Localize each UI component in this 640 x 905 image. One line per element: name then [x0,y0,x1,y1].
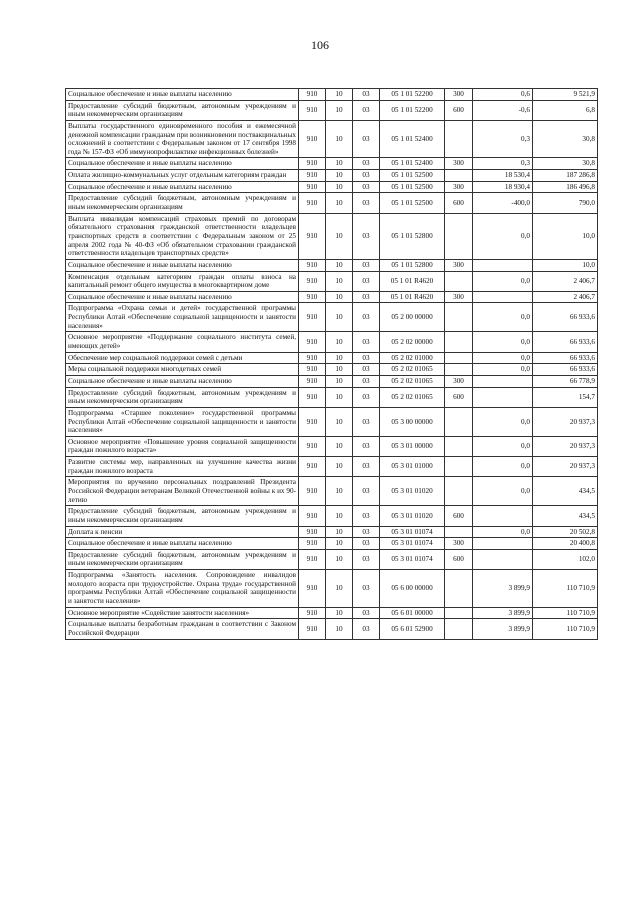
row-section: 10 [326,407,353,436]
row-change-amount: -0,6 [473,100,533,120]
row-subsection: 03 [353,549,380,569]
row-section: 10 [326,193,353,213]
row-expense-type [445,332,473,352]
table-row [66,619,598,639]
row-name: Социальное обеспечение и иные выплаты населению [66,538,299,550]
row-total-amount: 110 710,9 [533,607,598,619]
row-admin-code: 910 [299,538,326,550]
table-row [66,436,598,456]
row-section: 10 [326,549,353,569]
table-row [66,549,598,569]
row-change-amount: 0,0 [473,213,533,259]
table-row [66,120,598,158]
row-name: Предоставление субсидий бюджетным, автономным учреждениям и иным некоммерческим организациям [66,549,299,569]
row-total-amount: 154,7 [533,387,598,407]
row-subsection: 03 [353,364,380,376]
row-subsection: 03 [353,259,380,271]
row-admin-code: 910 [299,259,326,271]
table-row [66,213,598,259]
row-admin-code: 910 [299,213,326,259]
table-row [66,364,598,376]
row-subsection: 03 [353,271,380,291]
row-change-amount [473,375,533,387]
row-total-amount: 66 933,6 [533,364,598,376]
row-change-amount: 0,0 [473,352,533,364]
row-name: Выплата инвалидам компенсаций страховых премий по договорам обязательного страхования гражданской ответственности владельцев транспортных средств в соответствии с Федеральным законом от 25 апреля 2002 года № 40-ФЗ «Об обязательном страховании гражданской ответственности владельцев транспортных средств» [66,213,299,259]
row-expense-type: 300 [445,375,473,387]
row-admin-code: 910 [299,170,326,182]
row-section: 10 [326,506,353,526]
table-row [66,89,598,101]
row-admin-code: 910 [299,506,326,526]
row-expense-type: 300 [445,158,473,170]
row-name: Компенсация отдельным категориям граждан оплаты взноса на капитальный ремонт общего имущества в многоквартирном доме [66,271,299,291]
row-expense-type [445,364,473,376]
row-name: Основное мероприятие «Содействие занятости населения» [66,607,299,619]
row-name: Социальное обеспечение и иные выплаты населению [66,181,299,193]
row-change-amount: 3 899,9 [473,570,533,608]
table-row [66,607,598,619]
row-name: Социальное обеспечение и иные выплаты населению [66,291,299,303]
row-target-article: 05 3 01 01074 [380,538,445,550]
row-total-amount: 66 933,6 [533,352,598,364]
row-admin-code: 910 [299,607,326,619]
row-expense-type [445,457,473,477]
row-change-amount [473,291,533,303]
row-target-article: 05 2 02 01065 [380,375,445,387]
row-name: Доплата к пенсии [66,526,299,538]
row-admin-code: 910 [299,570,326,608]
row-section: 10 [326,364,353,376]
row-admin-code: 910 [299,181,326,193]
row-section: 10 [326,170,353,182]
row-name: Предоставление субсидий бюджетным, автономным учреждениям и иным некоммерческим организациям [66,193,299,213]
row-section: 10 [326,619,353,639]
row-expense-type: 600 [445,506,473,526]
row-target-article: 05 6 00 00000 [380,570,445,608]
row-name: Основное мероприятие «Поддержание социального института семей, имеющих детей» [66,332,299,352]
row-expense-type: 300 [445,291,473,303]
row-name: Подпрограмма «Старшее поколение» государственной программы Республики Алтай «Обеспечение социальной защищенности и занятости населения» [66,407,299,436]
row-target-article: 05 3 01 01074 [380,549,445,569]
row-name: Подпрограмма «Занятость населения. Сопровождение инвалидов молодого возраста при трудоустройстве. Охрана труда» государственной программы Республики Алтай «Обеспечение социальной защищенности и занятости населения» [66,570,299,608]
row-subsection: 03 [353,158,380,170]
row-change-amount [473,506,533,526]
row-change-amount: 18 530,4 [473,170,533,182]
row-change-amount: 0,0 [473,526,533,538]
row-section: 10 [326,477,353,506]
row-subsection: 03 [353,193,380,213]
row-subsection: 03 [353,332,380,352]
row-change-amount [473,538,533,550]
row-expense-type [445,407,473,436]
row-target-article: 05 1 01 R4620 [380,291,445,303]
row-admin-code: 910 [299,193,326,213]
row-target-article: 05 1 01 52200 [380,89,445,101]
row-target-article: 05 2 02 00000 [380,332,445,352]
row-total-amount: 20 937,3 [533,436,598,456]
row-change-amount: 0,0 [473,364,533,376]
row-expense-type [445,570,473,608]
row-target-article: 05 3 01 01074 [380,526,445,538]
row-change-amount: 0,0 [473,303,533,332]
table-row [66,538,598,550]
table-row [66,259,598,271]
row-subsection: 03 [353,526,380,538]
row-change-amount: -400,0 [473,193,533,213]
row-total-amount: 434,5 [533,477,598,506]
table-row [66,303,598,332]
row-subsection: 03 [353,570,380,608]
table-row [66,407,598,436]
row-target-article: 05 3 01 01020 [380,477,445,506]
page-number: 106 [311,38,329,52]
row-expense-type [445,526,473,538]
table-row [66,193,598,213]
row-name: Предоставление субсидий бюджетным, автономным учреждениям и иным некоммерческим организациям [66,387,299,407]
row-change-amount: 0,0 [473,477,533,506]
row-admin-code: 910 [299,120,326,158]
row-total-amount: 102,0 [533,549,598,569]
row-name: Основное мероприятие «Повышение уровня социальной защищенности граждан пожилого возраста» [66,436,299,456]
row-admin-code: 910 [299,89,326,101]
row-admin-code: 910 [299,375,326,387]
table-row [66,477,598,506]
row-total-amount: 187 286,8 [533,170,598,182]
row-subsection: 03 [353,436,380,456]
row-name: Предоставление субсидий бюджетным, автономным учреждениям и иным некоммерческим организациям [66,100,299,120]
row-subsection: 03 [353,387,380,407]
row-expense-type [445,607,473,619]
row-total-amount: 10,0 [533,213,598,259]
row-admin-code: 910 [299,271,326,291]
row-total-amount: 20 937,3 [533,457,598,477]
row-section: 10 [326,213,353,259]
row-expense-type: 300 [445,259,473,271]
row-name: Оплата жилищно-коммунальных услуг отдельным категориям граждан [66,170,299,182]
row-total-amount: 2 406,7 [533,291,598,303]
row-name: Предоставление субсидий бюджетным, автономным учреждениям и иным некоммерческим организациям [66,506,299,526]
row-total-amount: 434,5 [533,506,598,526]
row-section: 10 [326,607,353,619]
row-section: 10 [326,570,353,608]
row-total-amount: 20 502,8 [533,526,598,538]
row-name: Подпрограмма «Охрана семьи и детей» государственной программы Республики Алтай «Обеспечение социальной защищенности и занятости населения» [66,303,299,332]
row-target-article: 05 6 01 00000 [380,607,445,619]
row-section: 10 [326,387,353,407]
table-row [66,100,598,120]
row-target-article: 05 1 01 52800 [380,259,445,271]
row-change-amount: 0,0 [473,436,533,456]
row-subsection: 03 [353,407,380,436]
row-change-amount: 0,0 [473,332,533,352]
row-admin-code: 910 [299,158,326,170]
table-row [66,570,598,608]
row-subsection: 03 [353,120,380,158]
row-admin-code: 910 [299,332,326,352]
row-expense-type [445,619,473,639]
row-section: 10 [326,100,353,120]
row-admin-code: 910 [299,407,326,436]
row-name: Мероприятия по вручению персональных поздравлений Президента Российской Федерации ветеранам Великой Отечественной войны к их 90-летию [66,477,299,506]
row-target-article: 05 2 02 01000 [380,352,445,364]
row-admin-code: 910 [299,291,326,303]
row-change-amount: 0,3 [473,120,533,158]
row-section: 10 [326,526,353,538]
row-expense-type [445,477,473,506]
row-subsection: 03 [353,291,380,303]
row-change-amount: 0,3 [473,158,533,170]
row-target-article: 05 1 01 R4620 [380,271,445,291]
table-row [66,526,598,538]
row-admin-code: 910 [299,436,326,456]
row-expense-type: 300 [445,89,473,101]
row-expense-type [445,303,473,332]
row-total-amount: 790,0 [533,193,598,213]
row-change-amount: 0,0 [473,457,533,477]
row-target-article: 05 6 01 52900 [380,619,445,639]
row-target-article: 05 1 01 52500 [380,181,445,193]
table-row [66,506,598,526]
row-expense-type: 600 [445,387,473,407]
row-subsection: 03 [353,477,380,506]
row-target-article: 05 2 02 01065 [380,387,445,407]
row-expense-type [445,436,473,456]
table-row [66,170,598,182]
row-section: 10 [326,259,353,271]
row-change-amount [473,259,533,271]
row-change-amount [473,549,533,569]
row-subsection: 03 [353,506,380,526]
row-section: 10 [326,89,353,101]
table-row [66,332,598,352]
row-subsection: 03 [353,352,380,364]
row-total-amount: 20 937,3 [533,407,598,436]
row-total-amount: 186 496,8 [533,181,598,193]
row-target-article: 05 2 02 01065 [380,364,445,376]
row-target-article: 05 3 00 00000 [380,407,445,436]
table-row [66,158,598,170]
row-section: 10 [326,181,353,193]
row-subsection: 03 [353,607,380,619]
row-admin-code: 910 [299,457,326,477]
row-section: 10 [326,375,353,387]
row-total-amount: 20 400,8 [533,538,598,550]
row-target-article: 05 1 01 52500 [380,170,445,182]
row-target-article: 05 3 01 00000 [380,436,445,456]
row-section: 10 [326,303,353,332]
row-total-amount: 110 710,9 [533,619,598,639]
row-subsection: 03 [353,303,380,332]
row-expense-type [445,213,473,259]
row-admin-code: 910 [299,100,326,120]
budget-table [65,88,598,640]
row-change-amount: 0,0 [473,407,533,436]
row-section: 10 [326,120,353,158]
row-section: 10 [326,538,353,550]
row-name: Социальное обеспечение и иные выплаты населению [66,89,299,101]
table-row [66,375,598,387]
row-total-amount: 9 521,9 [533,89,598,101]
row-section: 10 [326,158,353,170]
table-row [66,387,598,407]
row-name: Социальное обеспечение и иные выплаты населению [66,259,299,271]
row-section: 10 [326,271,353,291]
row-name: Выплаты государственного единовременного пособия и ежемесячной денежной компенсации гражданам при возникновении поствакцинальных осложнений в соответствии с Федеральным законом от 17 сентября 1998 года № 157-ФЗ «Об иммунопрофилактике инфекционных болезней» [66,120,299,158]
row-change-amount: 3 899,9 [473,607,533,619]
row-admin-code: 910 [299,619,326,639]
row-total-amount: 6,8 [533,100,598,120]
row-name: Меры социальной поддержки многодетных семей [66,364,299,376]
row-target-article: 05 1 01 52200 [380,100,445,120]
row-subsection: 03 [353,375,380,387]
row-admin-code: 910 [299,352,326,364]
row-change-amount [473,387,533,407]
row-expense-type: 300 [445,538,473,550]
row-name: Развитие системы мер, направленных на улучшение качества жизни граждан пожилого возраста [66,457,299,477]
row-name: Социальные выплаты безработным гражданам в соответствии с Законом Российской Федерации [66,619,299,639]
row-expense-type [445,271,473,291]
row-section: 10 [326,332,353,352]
row-expense-type [445,120,473,158]
row-name: Социальное обеспечение и иные выплаты населению [66,158,299,170]
row-subsection: 03 [353,538,380,550]
row-admin-code: 910 [299,387,326,407]
row-admin-code: 910 [299,364,326,376]
row-target-article: 05 3 01 01020 [380,506,445,526]
row-total-amount: 66 933,6 [533,303,598,332]
row-total-amount: 10,0 [533,259,598,271]
row-expense-type: 300 [445,181,473,193]
row-target-article: 05 1 01 52500 [380,193,445,213]
row-total-amount: 66 933,6 [533,332,598,352]
row-name: Обеспечение мер социальной поддержки семей с детьми [66,352,299,364]
row-total-amount: 30,8 [533,158,598,170]
row-change-amount: 18 930,4 [473,181,533,193]
row-admin-code: 910 [299,303,326,332]
row-expense-type [445,352,473,364]
row-subsection: 03 [353,89,380,101]
budget-table-body [66,89,598,640]
table-row [66,352,598,364]
table-row [66,181,598,193]
row-target-article: 05 2 00 00000 [380,303,445,332]
row-subsection: 03 [353,181,380,193]
row-total-amount: 30,8 [533,120,598,158]
table-row [66,291,598,303]
row-target-article: 05 3 01 01000 [380,457,445,477]
row-target-article: 05 1 01 52400 [380,158,445,170]
row-total-amount: 2 406,7 [533,271,598,291]
row-admin-code: 910 [299,477,326,506]
row-change-amount: 0,0 [473,271,533,291]
row-section: 10 [326,352,353,364]
row-total-amount: 66 778,9 [533,375,598,387]
row-subsection: 03 [353,100,380,120]
row-total-amount: 110 710,9 [533,570,598,608]
row-expense-type: 600 [445,100,473,120]
row-expense-type [445,170,473,182]
row-change-amount: 3 899,9 [473,619,533,639]
row-subsection: 03 [353,170,380,182]
row-expense-type: 600 [445,549,473,569]
row-subsection: 03 [353,457,380,477]
row-subsection: 03 [353,619,380,639]
row-target-article: 05 1 01 52800 [380,213,445,259]
row-section: 10 [326,457,353,477]
row-name: Социальное обеспечение и иные выплаты населению [66,375,299,387]
table-row [66,457,598,477]
table-row [66,271,598,291]
row-expense-type: 600 [445,193,473,213]
row-section: 10 [326,436,353,456]
row-subsection: 03 [353,213,380,259]
row-section: 10 [326,291,353,303]
row-admin-code: 910 [299,526,326,538]
row-target-article: 05 1 01 52400 [380,120,445,158]
row-admin-code: 910 [299,549,326,569]
row-change-amount: 0,6 [473,89,533,101]
